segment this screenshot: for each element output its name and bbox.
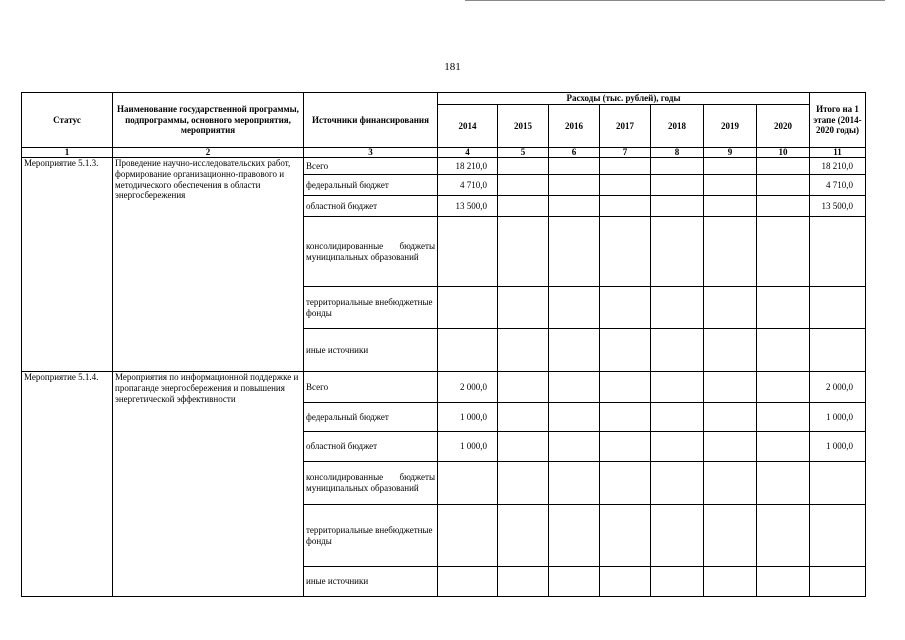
empty-cell bbox=[549, 175, 600, 196]
empty-cell bbox=[549, 217, 600, 287]
value-2014 bbox=[438, 287, 498, 329]
empty-cell bbox=[600, 287, 651, 329]
empty-cell bbox=[549, 567, 600, 597]
column-number: 2 bbox=[113, 148, 304, 158]
header-year: 2015 bbox=[498, 105, 549, 148]
empty-cell bbox=[498, 462, 549, 505]
value-total bbox=[810, 217, 866, 287]
empty-cell bbox=[498, 175, 549, 196]
empty-cell bbox=[498, 505, 549, 567]
source-cell: консолидированные бюджеты муниципальных образований bbox=[304, 462, 438, 505]
source-cell: Всего bbox=[304, 158, 438, 175]
empty-cell bbox=[651, 505, 704, 567]
empty-cell bbox=[498, 217, 549, 287]
header-year: 2018 bbox=[651, 105, 704, 148]
empty-cell bbox=[651, 329, 704, 372]
header-expenses: Расходы (тыс. рублей), годы bbox=[438, 93, 810, 105]
empty-cell bbox=[600, 175, 651, 196]
activity-status: Мероприятие 5.1.4. bbox=[22, 372, 113, 597]
column-number: 7 bbox=[600, 148, 651, 158]
empty-cell bbox=[600, 196, 651, 217]
header-year: 2017 bbox=[600, 105, 651, 148]
empty-cell bbox=[757, 372, 810, 403]
empty-cell bbox=[704, 175, 757, 196]
column-number: 1 bbox=[22, 148, 113, 158]
source-cell: территориальные внебюджетные фонды bbox=[304, 505, 438, 567]
value-2014: 18 210,0 bbox=[438, 158, 498, 175]
empty-cell bbox=[549, 287, 600, 329]
empty-cell bbox=[704, 217, 757, 287]
value-total bbox=[810, 462, 866, 505]
value-2014 bbox=[438, 567, 498, 597]
value-total: 2 000,0 bbox=[810, 372, 866, 403]
header-sources: Источники финансирования bbox=[304, 93, 438, 148]
source-cell: Всего bbox=[304, 372, 438, 403]
empty-cell bbox=[651, 196, 704, 217]
source-cell: федеральный бюджет bbox=[304, 403, 438, 432]
empty-cell bbox=[549, 372, 600, 403]
empty-cell bbox=[704, 403, 757, 432]
empty-cell bbox=[498, 158, 549, 175]
column-number: 11 bbox=[810, 148, 866, 158]
empty-cell bbox=[704, 287, 757, 329]
empty-cell bbox=[498, 432, 549, 462]
empty-cell bbox=[600, 432, 651, 462]
empty-cell bbox=[757, 403, 810, 432]
empty-cell bbox=[704, 432, 757, 462]
source-cell: областной бюджет bbox=[304, 196, 438, 217]
empty-cell bbox=[757, 505, 810, 567]
header-name: Наименование государственной программы, подпрограммы, основного мероприятия, мероприятия bbox=[113, 93, 304, 148]
source-cell: иные источники bbox=[304, 329, 438, 372]
column-number: 6 bbox=[549, 148, 600, 158]
header-row-1 bbox=[22, 93, 866, 105]
value-2014: 2 000,0 bbox=[438, 372, 498, 403]
empty-cell bbox=[549, 462, 600, 505]
value-total bbox=[810, 567, 866, 597]
empty-cell bbox=[651, 462, 704, 505]
top-rule bbox=[465, 0, 885, 1]
empty-cell bbox=[757, 217, 810, 287]
source-cell: консолидированные бюджеты муниципальных образований bbox=[304, 217, 438, 287]
empty-cell bbox=[704, 196, 757, 217]
activity-status: Мероприятие 5.1.3. bbox=[22, 158, 113, 372]
empty-cell bbox=[704, 462, 757, 505]
source-cell: федеральный бюджет bbox=[304, 175, 438, 196]
value-2014: 1 000,0 bbox=[438, 403, 498, 432]
empty-cell bbox=[600, 372, 651, 403]
empty-cell bbox=[757, 175, 810, 196]
header-year: 2020 bbox=[757, 105, 810, 148]
empty-cell bbox=[651, 403, 704, 432]
empty-cell bbox=[600, 329, 651, 372]
empty-cell bbox=[498, 403, 549, 432]
column-number: 9 bbox=[704, 148, 757, 158]
empty-cell bbox=[600, 462, 651, 505]
empty-cell bbox=[651, 217, 704, 287]
empty-cell bbox=[757, 462, 810, 505]
header-total: Итого на 1 этапе (2014-2020 годы) bbox=[810, 93, 866, 148]
value-2014: 1 000,0 bbox=[438, 432, 498, 462]
page-number: 181 bbox=[444, 61, 461, 73]
source-cell: территориальные внебюджетные фонды bbox=[304, 287, 438, 329]
value-total: 18 210,0 bbox=[810, 158, 866, 175]
empty-cell bbox=[704, 329, 757, 372]
empty-cell bbox=[757, 287, 810, 329]
empty-cell bbox=[600, 403, 651, 432]
empty-cell bbox=[549, 403, 600, 432]
empty-cell bbox=[651, 432, 704, 462]
empty-cell bbox=[704, 372, 757, 403]
column-number: 8 bbox=[651, 148, 704, 158]
value-total bbox=[810, 329, 866, 372]
empty-cell bbox=[498, 372, 549, 403]
empty-cell bbox=[651, 372, 704, 403]
value-2014: 4 710,0 bbox=[438, 175, 498, 196]
header-year: 2016 bbox=[549, 105, 600, 148]
empty-cell bbox=[498, 329, 549, 372]
value-total: 1 000,0 bbox=[810, 403, 866, 432]
empty-cell bbox=[704, 158, 757, 175]
empty-cell bbox=[704, 567, 757, 597]
column-numbers-row bbox=[22, 148, 866, 158]
empty-cell bbox=[549, 196, 600, 217]
empty-cell bbox=[600, 567, 651, 597]
empty-cell bbox=[549, 505, 600, 567]
column-number: 3 bbox=[304, 148, 438, 158]
empty-cell bbox=[549, 158, 600, 175]
empty-cell bbox=[600, 158, 651, 175]
value-2014 bbox=[438, 462, 498, 505]
empty-cell bbox=[651, 567, 704, 597]
value-total bbox=[810, 505, 866, 567]
column-number: 4 bbox=[438, 148, 498, 158]
value-2014 bbox=[438, 329, 498, 372]
table-row bbox=[22, 372, 866, 403]
empty-cell bbox=[600, 217, 651, 287]
empty-cell bbox=[498, 287, 549, 329]
empty-cell bbox=[651, 175, 704, 196]
value-total: 1 000,0 bbox=[810, 432, 866, 462]
empty-cell bbox=[651, 287, 704, 329]
empty-cell bbox=[704, 505, 757, 567]
empty-cell bbox=[498, 567, 549, 597]
source-cell: иные источники bbox=[304, 567, 438, 597]
empty-cell bbox=[757, 432, 810, 462]
empty-cell bbox=[549, 432, 600, 462]
value-2014 bbox=[438, 217, 498, 287]
value-total: 13 500,0 bbox=[810, 196, 866, 217]
empty-cell bbox=[549, 329, 600, 372]
value-total: 4 710,0 bbox=[810, 175, 866, 196]
empty-cell bbox=[757, 196, 810, 217]
budget-table bbox=[21, 92, 866, 597]
header-year: 2019 bbox=[704, 105, 757, 148]
empty-cell bbox=[757, 329, 810, 372]
source-cell: областной бюджет bbox=[304, 432, 438, 462]
value-2014 bbox=[438, 505, 498, 567]
value-total bbox=[810, 287, 866, 329]
activity-name: Проведение научно-исследовательских работ, формирование организационно-правового и методического обеспечения в области энергосбережения bbox=[113, 158, 304, 372]
value-2014: 13 500,0 bbox=[438, 196, 498, 217]
column-number: 10 bbox=[757, 148, 810, 158]
header-status: Статус bbox=[22, 93, 113, 148]
empty-cell bbox=[757, 567, 810, 597]
header-year: 2014 bbox=[438, 105, 498, 148]
table-row bbox=[22, 158, 866, 175]
column-number: 5 bbox=[498, 148, 549, 158]
empty-cell bbox=[600, 505, 651, 567]
activity-name: Мероприятия по информационной поддержке и пропаганде энергосбережения и повышения энергетической эффективности bbox=[113, 372, 304, 597]
empty-cell bbox=[757, 158, 810, 175]
empty-cell bbox=[498, 196, 549, 217]
empty-cell bbox=[651, 158, 704, 175]
